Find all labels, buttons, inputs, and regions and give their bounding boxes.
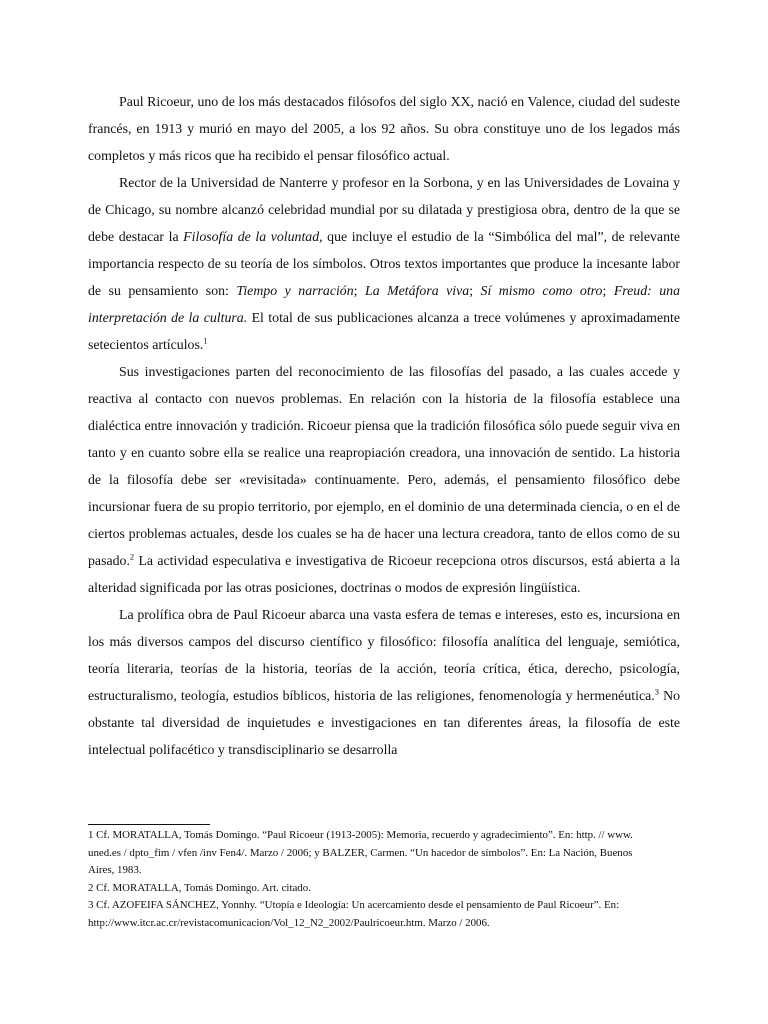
text-run: El total de sus publicaciones alcanza a trece volúmenes y aproximadamente setecientos artículos. xyxy=(88,310,680,352)
italic-title: La Metáfora viva xyxy=(365,283,470,298)
footnote-marker: 3 xyxy=(654,686,659,697)
text-run: ; xyxy=(469,283,481,298)
footnote-marker: 2 xyxy=(129,551,135,562)
footnote: 2 Cf. MORATALLA, Tomás Domingo. Art. citado. xyxy=(88,881,311,894)
italic-title: Freud: una interpretación de la cultura. xyxy=(88,283,680,325)
paragraph xyxy=(88,88,680,169)
italic-title: Filosofía de la voluntad xyxy=(183,229,320,244)
footnote-marker: 1 xyxy=(203,335,208,346)
paragraph xyxy=(88,169,680,358)
footnotes xyxy=(88,827,648,932)
text-run: No obstante tal diversidad de inquietudes e investigaciones en tan diferentes áreas, la filosofía de este intelectual polifacético y transdisciplinario se desarrolla xyxy=(88,688,680,757)
text-run: Sus investigaciones parten del reconocimiento de las filosofías del pasado, a las cuales accede y reactiva al contacto con nuevos problemas. En relación con la historia de la filosofía establece una dialéctica entre innovación y tradición. Ricoeur piensa que la tradición filosófica sólo puede seguir viva en tanto y en cuanto sobre ella se realice una reapropiación creadora, una innovación de sentido. La historia de la filosofía debe ser «revisitada» continuamente. Pero, además, el pensamiento filosófico debe incursionar fuera de su propio territorio, por ejemplo, en el dominio de una determinada ciencia, o en el de ciertos problemas actuales, desde los cuales se ha de hacer una lectura creadora, tanto de ellos como de su pasado. xyxy=(88,364,680,568)
paragraph xyxy=(88,358,680,601)
document-page xyxy=(88,88,680,763)
text-run: La prolífica obra de Paul Ricoeur abarca una vasta esfera de temas e intereses, esto es, incursiona en los más diversos campos del discurso científico y filosófico: filosofía analítica del lenguaje, semiótica, teoría literaria, teorías de la historia, teorías de la acción, teoría crítica, ética, derecho, psicología, estructuralismo, teología, estudios bíblicos, historia de las religiones, fenomenología y hermenéutica. xyxy=(88,607,680,703)
paragraph xyxy=(88,601,680,763)
italic-title: Tiempo y narración xyxy=(236,283,354,298)
text-run: La actividad especulativa e investigativa de Ricoeur recepciona otros discursos, está abierta a la alteridad significada por las otras posiciones, doctrinas o modos de expresión lingüística. xyxy=(88,553,680,595)
text-run: Rector de la Universidad de Nanterre y profesor en la Sorbona, y en las Universidades de Lovaina y de Chicago, su nombre alcanzó celebridad mundial por su dilatada y prestigiosa obra, dentro de la que se debe destacar la xyxy=(88,175,680,244)
footnote: 1 Cf. MORATALLA, Tomás Domingo. “Paul Ricoeur (1913-2005): Memoria, recuerdo y agradecimiento”. En: http. // www. uned.es / dpto_fim / vfen /inv Fen4/. Marzo / 2006; y BALZER, Carmen. “Un hacedor de símbolos”. En: La Nación, Buenos Aires, 1983. xyxy=(88,829,633,876)
footnote: 3 Cf. AZOFEIFA SÁNCHEZ, Yonnhy. “Utopía e Ideología: Un acercamiento desde el pensamiento de Paul Ricoeur”. En: http://www.itcr.ac.cr/revistacomunicacion/Vol_12_N2_2002/Paulricoeur.htm. Marzo / 2006. xyxy=(88,899,620,929)
italic-title: Sí mismo como otro xyxy=(480,283,603,298)
text-run: ; xyxy=(602,283,614,298)
text-run: , que incluye el estudio de la “Simbólica del mal”, de relevante importancia respecto de su teoría de los símbolos. Otros textos importantes que produce la incesante labor de su pensamiento son: xyxy=(88,229,680,298)
text-run: ; xyxy=(353,283,365,298)
footnote-separator xyxy=(88,824,210,825)
text-run: Paul Ricoeur, uno de los más destacados filósofos del siglo XX, nació en Valence, ciudad del sudeste francés, en 1913 y murió en mayo del 2005, a los 92 años. Su obra constituye uno de los legados más completos y más ricos que ha recibido el pensar filosófico actual. xyxy=(88,94,680,163)
body-text xyxy=(88,88,680,763)
